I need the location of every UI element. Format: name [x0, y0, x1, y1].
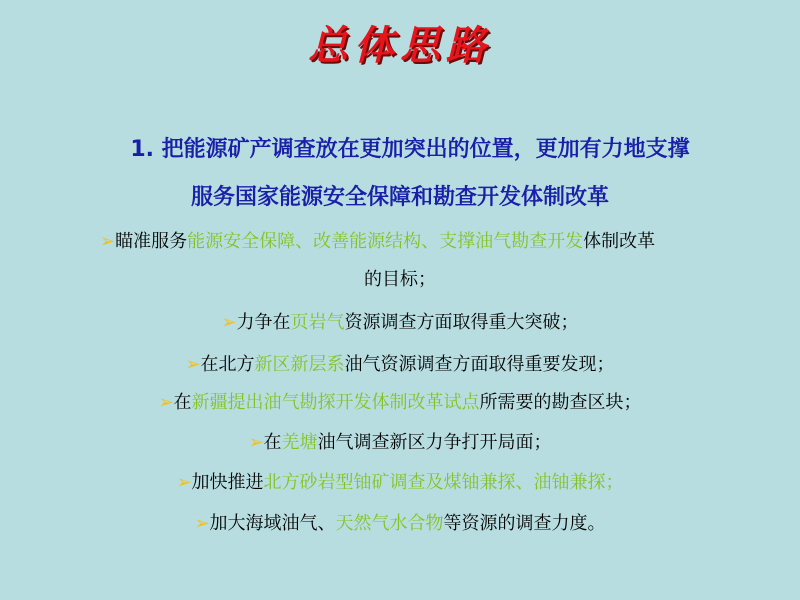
bullet-item-4: [0, 388, 800, 414]
bullet-item-3: [0, 350, 800, 376]
bullet-highlight: 新疆提出油气勘探开发体制改革试点: [191, 392, 480, 413]
heading-line-2: 服务国家能源安全保障和勘查开发体制改革: [190, 185, 609, 210]
arrow-bullet-icon: ➢: [158, 392, 174, 413]
bullet-highlight: 羌塘: [281, 432, 318, 453]
bullet-text: 力争在: [236, 312, 291, 333]
heading-line-1: 1. 把能源矿产调查放在更加突出的位置，更加有力地支撑: [130, 137, 690, 162]
bullet-item-1-continuation: [0, 265, 800, 291]
arrow-bullet-icon: ➢: [221, 312, 237, 333]
bullet-text: 瞄准服务: [115, 231, 188, 252]
bullet-item-7: [0, 509, 800, 535]
arrow-bullet-icon: ➢: [100, 231, 116, 252]
bullet-text: 的目标；: [364, 269, 436, 290]
bullet-text: 在: [263, 432, 282, 453]
arrow-bullet-icon: ➢: [248, 432, 264, 453]
bullet-item-5: [0, 428, 800, 454]
arrow-bullet-icon: ➢: [185, 354, 201, 375]
bullet-text: 资源调查方面取得重大突破；: [344, 312, 579, 333]
bullet-text: 加大海域油气、: [209, 513, 336, 534]
bullet-highlight: 新区新层系: [254, 354, 345, 375]
bullet-text: 加快推进: [191, 472, 264, 493]
bullet-text: 体制改革: [583, 231, 656, 252]
bullet-text: 油气调查新区力争打开局面；: [317, 432, 552, 453]
bullet-highlight: 能源安全保障、改善能源结构、支撑油气勘查开发: [187, 231, 584, 252]
bullet-text: 在: [173, 392, 192, 413]
bullet-item-1: [100, 227, 800, 253]
bullet-highlight: 天然气水合物: [335, 513, 444, 534]
bullet-text: 油气资源调查方面取得重要发现；: [344, 354, 615, 375]
bullet-text: 等资源的调查力度。: [443, 513, 606, 534]
bullet-highlight: 北方砂岩型铀矿调查及煤铀兼探、油铀兼探；: [263, 472, 624, 493]
slide-title: 总体思路: [308, 22, 492, 69]
arrow-bullet-icon: ➢: [194, 513, 210, 534]
bullet-item-6: [0, 468, 800, 494]
bullet-item-2: [0, 308, 800, 334]
bullet-text: 在北方: [200, 354, 255, 375]
bullet-text: 所需要的勘查区块；: [479, 392, 642, 413]
arrow-bullet-icon: ➢: [176, 472, 192, 493]
bullet-highlight: 页岩气: [290, 312, 345, 333]
